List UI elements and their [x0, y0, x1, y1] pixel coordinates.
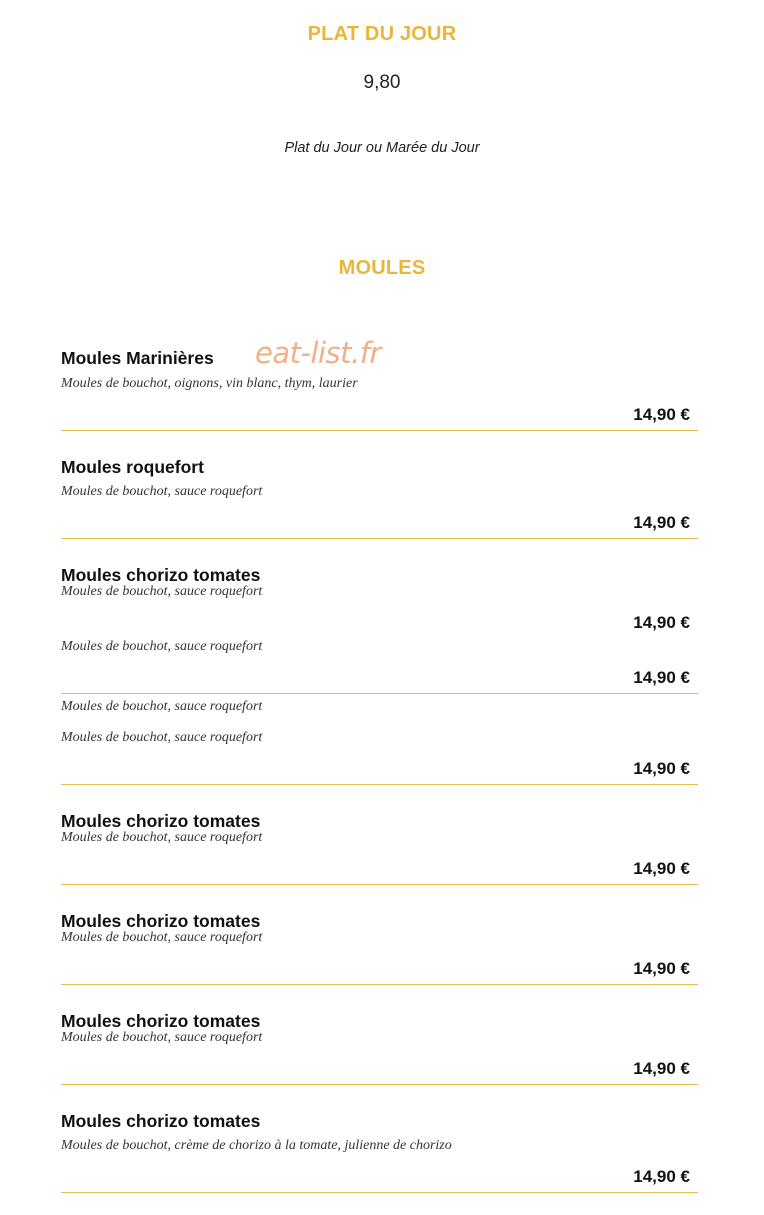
- menu-item-name: Moules chorizo tomates: [61, 1011, 261, 1031]
- menu-item-description: Moules de bouchot, sauce roquefort: [61, 484, 263, 499]
- menu-item-price: 14,90 €: [633, 513, 690, 532]
- item-divider: [61, 538, 698, 539]
- menu-item-price: 14,90 €: [633, 1167, 690, 1186]
- plat-du-jour-description: Plat du Jour ou Marée du Jour: [284, 140, 480, 156]
- menu-item-description: Moules de bouchot, sauce roquefort: [61, 584, 263, 599]
- menu-item-price: 14,90 €: [633, 405, 690, 424]
- menu-item-description: Moules de bouchot, sauce roquefort: [61, 830, 263, 845]
- item-divider: [61, 693, 698, 694]
- menu-item-description: Moules de bouchot, sauce roquefort: [61, 699, 263, 714]
- section-title-moules: MOULES: [338, 257, 426, 279]
- menu-item-description: Moules de bouchot, sauce roquefort: [61, 730, 263, 745]
- menu-item-name: Moules chorizo tomates: [61, 1111, 261, 1131]
- section-title-plat-du-jour: PLAT DU JOUR: [307, 23, 457, 45]
- menu-item-description: Moules de bouchot, sauce roquefort: [61, 639, 263, 654]
- item-divider: [61, 1192, 698, 1193]
- item-divider: [61, 430, 698, 431]
- item-divider: [61, 984, 698, 985]
- menu-item-price: 14,90 €: [633, 959, 690, 978]
- item-divider: [61, 784, 698, 785]
- item-divider: [61, 884, 698, 885]
- plat-du-jour-price: 9,80: [363, 72, 401, 93]
- menu-item-description: Moules de bouchot, sauce roquefort: [61, 930, 263, 945]
- menu-item-price: 14,90 €: [633, 668, 690, 687]
- menu-item-price: 14,90 €: [633, 759, 690, 778]
- watermark-logo: eat-list.fr: [255, 336, 381, 370]
- menu-item-name: Moules roquefort: [61, 457, 204, 477]
- menu-item-name: Moules Marinières: [61, 348, 214, 368]
- menu-item-price: 14,90 €: [633, 613, 690, 632]
- menu-item-price: 14,90 €: [633, 1059, 690, 1078]
- item-divider: [61, 1084, 698, 1085]
- menu-item-name: Moules chorizo tomates: [61, 565, 261, 585]
- menu-item-name: Moules chorizo tomates: [61, 811, 261, 831]
- menu-item-description: Moules de bouchot, oignons, vin blanc, thym, laurier: [61, 376, 358, 391]
- menu-item-price: 14,90 €: [633, 859, 690, 878]
- menu-item-description: Moules de bouchot, sauce roquefort: [61, 1030, 263, 1045]
- menu-item-description: Moules de bouchot, crème de chorizo à la tomate, julienne de chorizo: [61, 1138, 452, 1153]
- menu-item-name: Moules chorizo tomates: [61, 911, 261, 931]
